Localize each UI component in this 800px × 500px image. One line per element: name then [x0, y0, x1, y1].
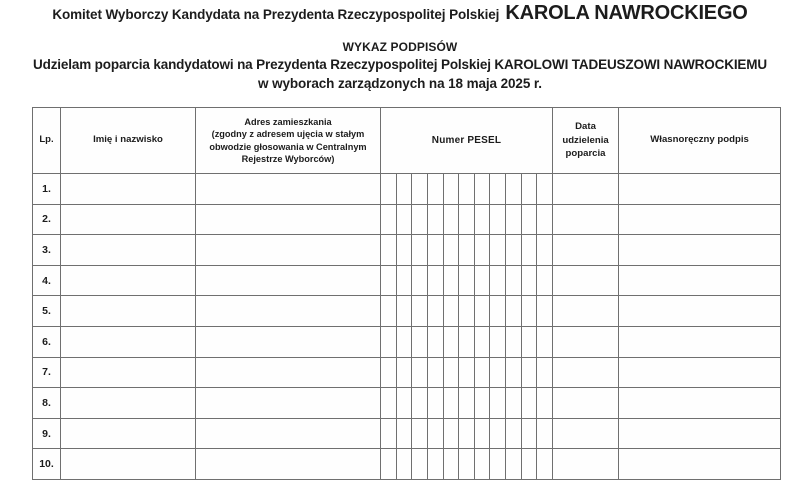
pesel-digit-cell[interactable]	[412, 235, 428, 266]
pesel-digit-cell[interactable]	[521, 449, 537, 480]
row-number-cell: 8.	[33, 388, 61, 419]
pesel-digit-cell[interactable]	[443, 174, 459, 205]
column-header-address-line-3: obwodzie głosowania w Centralnym	[209, 141, 367, 152]
pesel-digit-cell[interactable]	[427, 449, 443, 480]
row-number-cell: 3.	[33, 235, 61, 266]
pesel-digit-cell[interactable]	[537, 296, 553, 327]
name-input-cell[interactable]	[61, 449, 196, 480]
pesel-digit-cell[interactable]	[396, 174, 412, 205]
column-header-address-line-1: Adres zamieszkania	[244, 117, 332, 128]
pesel-digit-cell[interactable]	[459, 326, 475, 357]
pesel-digit-cell[interactable]	[427, 388, 443, 419]
pesel-digit-cell[interactable]	[427, 357, 443, 388]
pesel-digit-cell[interactable]	[537, 418, 553, 449]
name-input-cell[interactable]	[61, 418, 196, 449]
pesel-digit-cell[interactable]	[412, 449, 428, 480]
pesel-digit-cell[interactable]	[381, 265, 397, 296]
signature-input-cell[interactable]	[619, 235, 781, 266]
column-header-date-line-3: poparcia	[565, 148, 606, 160]
pesel-digit-cell[interactable]	[412, 204, 428, 235]
pesel-digit-cell[interactable]	[537, 388, 553, 419]
column-header-address-line-4: Rejestrze Wyborców)	[241, 153, 335, 164]
pesel-digit-cell[interactable]	[396, 235, 412, 266]
date-input-cell[interactable]	[553, 357, 619, 388]
pesel-digit-cell[interactable]	[490, 418, 506, 449]
pesel-digit-cell[interactable]	[506, 449, 522, 480]
pesel-digit-cell[interactable]	[412, 326, 428, 357]
pesel-digit-cell[interactable]	[427, 235, 443, 266]
pesel-digit-cell[interactable]	[412, 296, 428, 327]
address-input-cell[interactable]	[196, 265, 381, 296]
row-number-cell: 1.	[33, 174, 61, 205]
pesel-digit-cell[interactable]	[443, 296, 459, 327]
date-input-cell[interactable]	[553, 204, 619, 235]
pesel-digit-cell[interactable]	[474, 265, 490, 296]
signature-input-cell[interactable]	[619, 326, 781, 357]
pesel-digit-cell[interactable]	[396, 204, 412, 235]
table-row	[33, 174, 781, 205]
pesel-digit-cell[interactable]	[490, 235, 506, 266]
pesel-digit-cell[interactable]	[459, 296, 475, 327]
pesel-digit-cell[interactable]	[506, 174, 522, 205]
committee-header	[0, 2, 800, 24]
pesel-digit-cell[interactable]	[443, 235, 459, 266]
table-row	[33, 204, 781, 235]
table-row	[33, 357, 781, 388]
pesel-digit-cell[interactable]	[427, 418, 443, 449]
pesel-digit-cell[interactable]	[506, 296, 522, 327]
row-number-cell: 6.	[33, 326, 61, 357]
pesel-digit-cell[interactable]	[459, 235, 475, 266]
pesel-digit-cell[interactable]	[381, 296, 397, 327]
pesel-digit-cell[interactable]	[537, 326, 553, 357]
pesel-digit-cell[interactable]	[427, 174, 443, 205]
row-number-cell: 10.	[33, 449, 61, 480]
pesel-digit-cell[interactable]	[490, 204, 506, 235]
address-input-cell[interactable]	[196, 388, 381, 419]
row-number-cell: 4.	[33, 265, 61, 296]
signature-input-cell[interactable]	[619, 449, 781, 480]
signature-input-cell[interactable]	[619, 174, 781, 205]
address-input-cell[interactable]	[196, 174, 381, 205]
pesel-digit-cell[interactable]	[490, 326, 506, 357]
pesel-digit-cell[interactable]	[506, 265, 522, 296]
pesel-digit-cell[interactable]	[490, 357, 506, 388]
column-header-pesel: Numer PESEL	[381, 108, 553, 174]
pesel-digit-cell[interactable]	[412, 174, 428, 205]
pesel-digit-cell[interactable]	[412, 265, 428, 296]
address-input-cell[interactable]	[196, 296, 381, 327]
pesel-digit-cell[interactable]	[474, 326, 490, 357]
table-row	[33, 449, 781, 480]
pesel-digit-cell[interactable]	[381, 204, 397, 235]
pesel-digit-cell[interactable]	[443, 265, 459, 296]
row-number-cell: 9.	[33, 418, 61, 449]
pesel-digit-cell[interactable]	[459, 357, 475, 388]
pesel-digit-cell[interactable]	[381, 326, 397, 357]
pesel-digit-cell[interactable]	[521, 265, 537, 296]
pesel-digit-cell[interactable]	[443, 326, 459, 357]
table-header-row	[33, 108, 781, 174]
pesel-digit-cell[interactable]	[396, 296, 412, 327]
row-number-cell: 7.	[33, 357, 61, 388]
pesel-digit-cell[interactable]	[396, 265, 412, 296]
name-input-cell[interactable]	[61, 204, 196, 235]
pesel-digit-cell[interactable]	[412, 388, 428, 419]
address-input-cell[interactable]	[196, 449, 381, 480]
signature-input-cell[interactable]	[619, 265, 781, 296]
name-input-cell[interactable]	[61, 326, 196, 357]
pesel-digit-cell[interactable]	[381, 388, 397, 419]
pesel-digit-cell[interactable]	[396, 449, 412, 480]
date-input-cell[interactable]	[553, 418, 619, 449]
column-header-signature: Własnoręczny podpis	[619, 108, 781, 174]
pesel-digit-cell[interactable]	[521, 418, 537, 449]
date-input-cell[interactable]	[553, 449, 619, 480]
pesel-digit-cell[interactable]	[396, 388, 412, 419]
date-input-cell[interactable]	[553, 265, 619, 296]
signature-table-container	[32, 107, 780, 480]
pesel-digit-cell[interactable]	[490, 449, 506, 480]
pesel-digit-cell[interactable]	[474, 357, 490, 388]
pesel-digit-cell[interactable]	[537, 449, 553, 480]
table-row	[33, 296, 781, 327]
table-header	[33, 108, 781, 174]
pesel-digit-cell[interactable]	[537, 357, 553, 388]
pesel-digit-cell[interactable]	[474, 296, 490, 327]
pesel-digit-cell[interactable]	[381, 174, 397, 205]
row-number-cell: 2.	[33, 204, 61, 235]
pesel-digit-cell[interactable]	[506, 235, 522, 266]
pesel-digit-cell[interactable]	[443, 357, 459, 388]
pesel-digit-cell[interactable]	[490, 296, 506, 327]
pesel-digit-cell[interactable]	[412, 418, 428, 449]
column-header-lp: Lp.	[33, 108, 61, 174]
pesel-digit-cell[interactable]	[459, 204, 475, 235]
document-subtitle: WYKAZ PODPISÓW	[342, 40, 458, 54]
pesel-digit-cell[interactable]	[427, 296, 443, 327]
pesel-digit-cell[interactable]	[474, 204, 490, 235]
pesel-digit-cell[interactable]	[381, 357, 397, 388]
pesel-digit-cell[interactable]	[506, 388, 522, 419]
date-input-cell[interactable]	[553, 388, 619, 419]
pesel-digit-cell[interactable]	[412, 357, 428, 388]
column-header-date	[553, 108, 619, 174]
pesel-digit-cell[interactable]	[459, 449, 475, 480]
pesel-digit-cell[interactable]	[521, 296, 537, 327]
column-header-date-line-2: udzielenia	[562, 134, 609, 146]
name-input-cell[interactable]	[61, 388, 196, 419]
table-row	[33, 326, 781, 357]
pesel-digit-cell[interactable]	[506, 326, 522, 357]
pesel-digit-cell[interactable]	[521, 388, 537, 419]
signature-input-cell[interactable]	[619, 388, 781, 419]
pesel-digit-cell[interactable]	[537, 265, 553, 296]
pesel-digit-cell[interactable]	[490, 388, 506, 419]
table-row	[33, 418, 781, 449]
pesel-digit-cell[interactable]	[459, 388, 475, 419]
pesel-digit-cell[interactable]	[396, 326, 412, 357]
date-input-cell[interactable]	[553, 296, 619, 327]
address-input-cell[interactable]	[196, 357, 381, 388]
pesel-digit-cell[interactable]	[459, 418, 475, 449]
pesel-digit-cell[interactable]	[490, 265, 506, 296]
pesel-digit-cell[interactable]	[474, 388, 490, 419]
signature-input-cell[interactable]	[619, 357, 781, 388]
column-header-address	[196, 108, 381, 174]
declaration-line-2: w wyborach zarządzonych na 18 maja 2025 r.	[258, 76, 542, 91]
pesel-digit-cell[interactable]	[459, 265, 475, 296]
pesel-digit-cell[interactable]	[537, 204, 553, 235]
name-input-cell[interactable]	[61, 174, 196, 205]
pesel-digit-cell[interactable]	[506, 357, 522, 388]
address-input-cell[interactable]	[196, 204, 381, 235]
pesel-digit-cell[interactable]	[427, 204, 443, 235]
pesel-digit-cell[interactable]	[396, 357, 412, 388]
name-input-cell[interactable]	[61, 235, 196, 266]
pesel-digit-cell[interactable]	[506, 418, 522, 449]
name-input-cell[interactable]	[61, 265, 196, 296]
pesel-digit-cell[interactable]	[521, 326, 537, 357]
pesel-digit-cell[interactable]	[490, 174, 506, 205]
pesel-digit-cell[interactable]	[443, 388, 459, 419]
pesel-digit-cell[interactable]	[443, 418, 459, 449]
column-header-name: Imię i nazwisko	[61, 108, 196, 174]
pesel-digit-cell[interactable]	[537, 174, 553, 205]
date-input-cell[interactable]	[553, 326, 619, 357]
pesel-digit-cell[interactable]	[443, 449, 459, 480]
signature-input-cell[interactable]	[619, 296, 781, 327]
name-input-cell[interactable]	[61, 357, 196, 388]
pesel-digit-cell[interactable]	[474, 449, 490, 480]
name-input-cell[interactable]	[61, 296, 196, 327]
pesel-digit-cell[interactable]	[381, 418, 397, 449]
pesel-digit-cell[interactable]	[396, 418, 412, 449]
table-row	[33, 388, 781, 419]
signature-input-cell[interactable]	[619, 204, 781, 235]
pesel-digit-cell[interactable]	[381, 235, 397, 266]
pesel-digit-cell[interactable]	[506, 204, 522, 235]
pesel-digit-cell[interactable]	[381, 449, 397, 480]
table-row	[33, 265, 781, 296]
pesel-digit-cell[interactable]	[427, 265, 443, 296]
address-input-cell[interactable]	[196, 235, 381, 266]
column-header-date-line-1: Data	[575, 121, 596, 133]
column-header-address-line-2: (zgodny z adresem ujęcia w stałym	[211, 129, 365, 140]
table-row	[33, 235, 781, 266]
candidate-name-text: KAROLA NAWROCKIEGO	[505, 2, 748, 24]
signature-input-cell[interactable]	[619, 418, 781, 449]
date-input-cell[interactable]	[553, 174, 619, 205]
pesel-digit-cell[interactable]	[474, 235, 490, 266]
pesel-digit-cell[interactable]	[474, 174, 490, 205]
pesel-digit-cell[interactable]	[521, 204, 537, 235]
pesel-digit-cell[interactable]	[474, 418, 490, 449]
pesel-digit-cell[interactable]	[521, 357, 537, 388]
pesel-digit-cell[interactable]	[537, 235, 553, 266]
address-input-cell[interactable]	[196, 418, 381, 449]
signature-table	[32, 107, 781, 480]
pesel-digit-cell[interactable]	[521, 235, 537, 266]
declaration-line-1: Udzielam poparcia kandydatowi na Prezydenta Rzeczypospolitej Polskiej KAROLOWI TADEUSZOWI NAWROCKIEMU	[33, 57, 767, 72]
pesel-digit-cell[interactable]	[459, 174, 475, 205]
pesel-digit-cell[interactable]	[427, 326, 443, 357]
committee-prefix-text: Komitet Wyborczy Kandydata na Prezydenta Rzeczypospolitej Polskiej	[52, 7, 500, 22]
table-body	[33, 174, 781, 480]
pesel-digit-cell[interactable]	[521, 174, 537, 205]
address-input-cell[interactable]	[196, 326, 381, 357]
pesel-digit-cell[interactable]	[443, 204, 459, 235]
row-number-cell: 5.	[33, 296, 61, 327]
date-input-cell[interactable]	[553, 235, 619, 266]
